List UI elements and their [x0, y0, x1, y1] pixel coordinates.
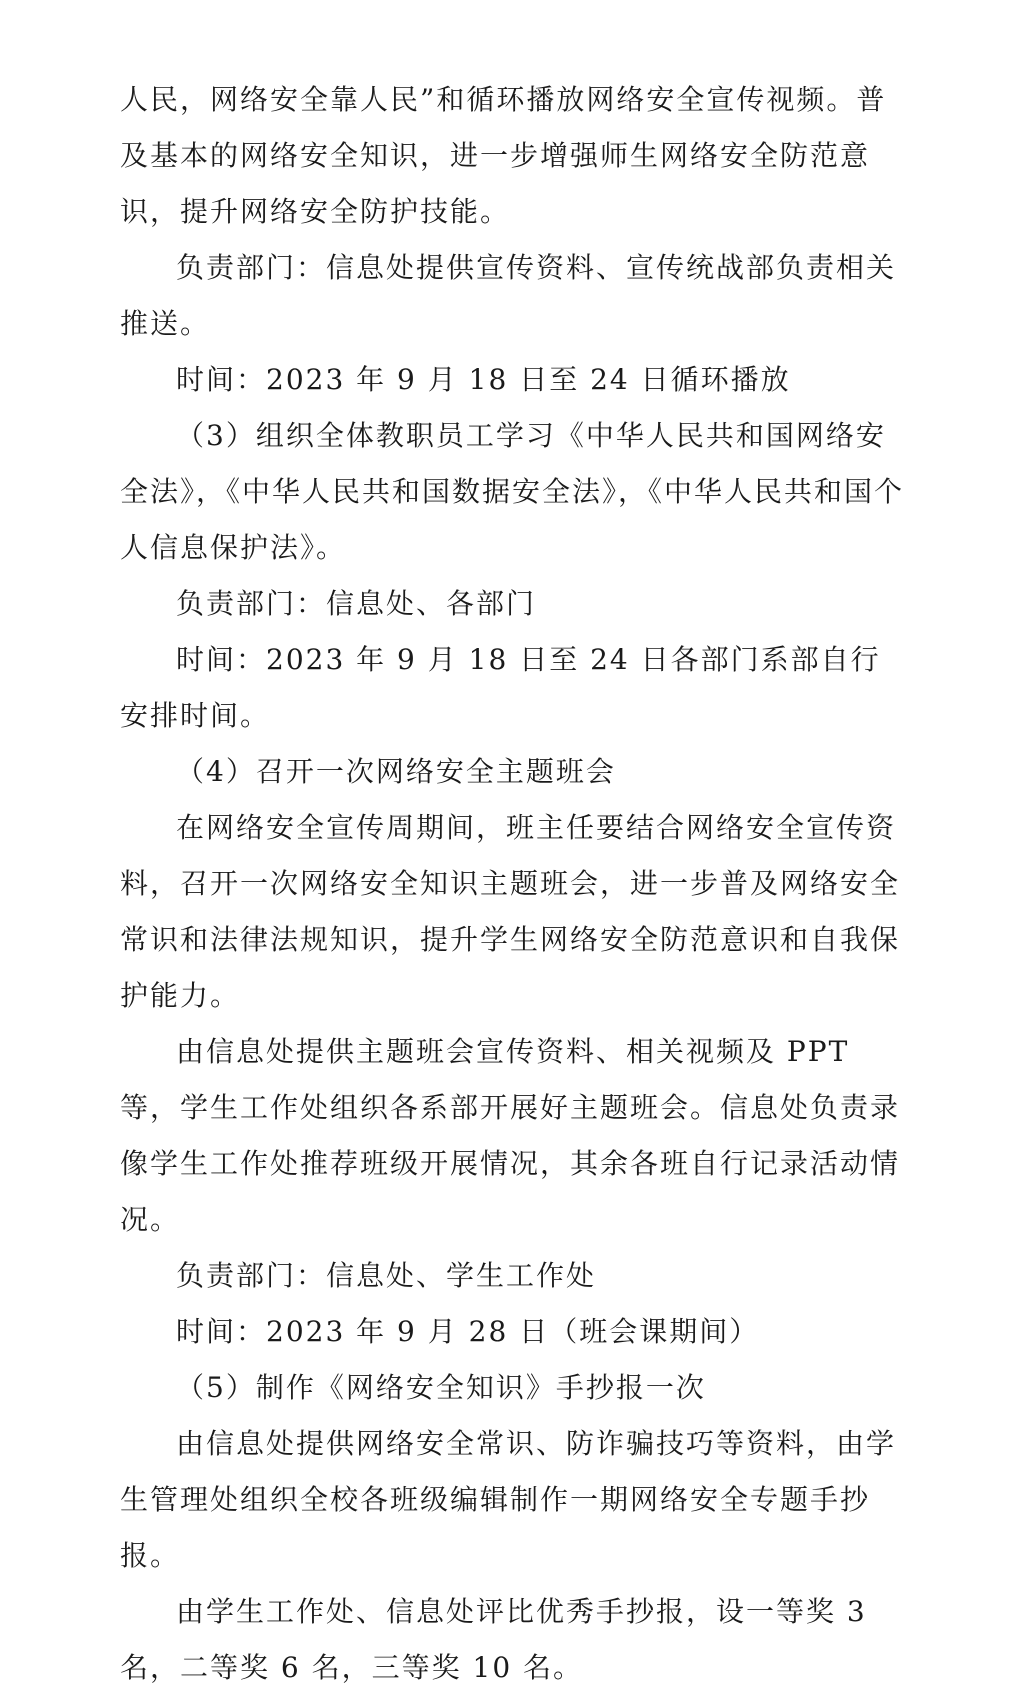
paragraph-class-meeting-materials: 由信息处提供主题班会宣传资料、相关视频及 PPT 等，学生工作处组织各系部开展好主题班会。信息处负责录像学生工作处推荐班级开展情况，其余各班自行记录活动情况。	[120, 1035, 901, 1236]
paragraph-item-5: （5）制作《网络安全知识》手抄报一次	[176, 1371, 706, 1404]
paragraph-awards: 由学生工作处、信息处评比优秀手抄报，设一等奖 3 名，二等奖 6 名，三等奖 10 名。	[120, 1595, 878, 1684]
paragraph-item-3: （3）组织全体教职员工学习《中华人民共和国网络安全法》，《中华人民共和国数据安全法》，《中华人民共和国个人信息保护法》。	[120, 419, 905, 564]
paragraph-responsible-dept-1: 负责部门：信息处提供宣传资料、宣传统战部负责相关推送。	[120, 251, 897, 340]
paragraph-continuation: 人民，网络安全靠人民”和循环播放网络安全宣传视频。普及基本的网络安全知识，进一步增强师生网络安全防范意识，提升网络安全防护技能。	[120, 83, 887, 228]
paragraph-handwritten-newspaper: 由信息处提供网络安全常识、防诈骗技巧等资料，由学生管理处组织全校各班级编辑制作一期网络安全专题手抄报。	[120, 1427, 897, 1572]
paragraph-item-4: （4）召开一次网络安全主题班会	[176, 755, 616, 788]
paragraph-time-1: 时间：2023 年 9 月 18 日至 24 日循环播放	[176, 363, 791, 396]
paragraph-responsible-dept-3: 负责部门：信息处、学生工作处	[176, 1259, 597, 1292]
paragraph-responsible-dept-2: 负责部门：信息处、各部门	[176, 587, 537, 620]
document-body	[120, 72, 910, 1696]
paragraph-time-2: 时间：2023 年 9 月 18 日至 24 日各部门系部自行安排时间。	[120, 643, 881, 732]
paragraph-time-3: 时间：2023 年 9 月 28 日（班会课期间）	[176, 1315, 760, 1348]
paragraph-class-meeting: 在网络安全宣传周期间，班主任要结合网络安全宣传资料，召开一次网络安全知识主题班会，进一步普及网络安全常识和法律法规知识，提升学生网络安全防范意识和自我保护能力。	[120, 811, 901, 1012]
